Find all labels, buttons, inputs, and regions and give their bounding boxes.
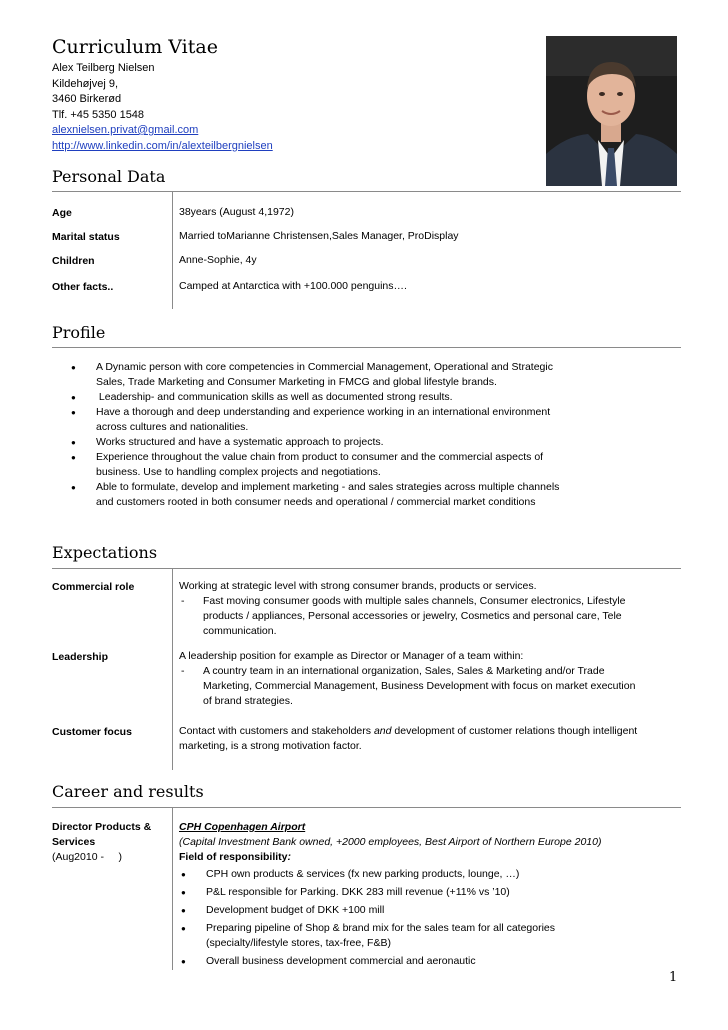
other-facts-value: Camped at Antarctica with +100.000 penguins…. bbox=[179, 280, 407, 292]
list-item: ● Able to formulate, develop and implement marketing - and sales strategies across multiple channels and customers rooted in both consumer needs and operational / commercial market conditions bbox=[52, 480, 672, 510]
field-of-responsibility: Field of responsibility: bbox=[179, 851, 292, 863]
company-description: (Capital Investment Bank owned, +2000 employees, Best Airport of Northern Europe 2010) bbox=[179, 836, 602, 848]
list-item: ● Overall business development commercial and aeronautic bbox=[158, 954, 658, 969]
contact-street: Kildehøjvej 9, bbox=[52, 77, 119, 90]
customer-focus-text: Contact with customers and stakeholders and development of customer relations though intelligent marketing, is a strong motivation factor. bbox=[179, 725, 638, 752]
linkedin-link[interactable]: http://www.linkedin.com/in/alexteilbergnielsen bbox=[52, 139, 273, 152]
expectations-column-divider bbox=[172, 568, 173, 770]
list-item: ● CPH own products & services (fx new parking products, lounge, …) bbox=[158, 867, 658, 882]
personal-data-heading: Personal Data bbox=[52, 167, 166, 186]
customer-focus-label: Customer focus bbox=[52, 726, 132, 738]
marital-label: Marital status bbox=[52, 231, 120, 243]
portrait-image bbox=[546, 36, 677, 186]
contact-block bbox=[52, 61, 273, 154]
career-role: Director Products & Services (Aug2010 - ) bbox=[52, 821, 152, 863]
contact-city: 3460 Birkerød bbox=[52, 93, 122, 105]
career-heading: Career and results bbox=[52, 782, 204, 801]
commercial-role-text: Working at strategic level with strong consumer brands, products or services. - Fast moving consumer goods with multiple sales channels, Consumer electronics, Lifestyle products / appliances, Personal accessories or jewelry, Cosmetics and personal care, Tele communication. bbox=[179, 579, 679, 639]
career-divider bbox=[52, 807, 681, 808]
list-item: ● Experience throughout the value chain from product to consumer and the commercial aspects of business. Use to handling complex projects and negotiations. bbox=[52, 450, 672, 480]
expectations-divider bbox=[52, 568, 681, 569]
expectations-heading: Expectations bbox=[52, 543, 158, 562]
personal-column-divider bbox=[172, 191, 173, 309]
leadership-label: Leadership bbox=[52, 651, 109, 663]
age-value: 38years (August 4,1972) bbox=[179, 206, 294, 218]
list-item: ● Have a thorough and deep understanding and experience working in an international environment across cultures and nationalities. bbox=[52, 405, 672, 435]
list-item: ● Works structured and have a systematic approach to projects. bbox=[52, 435, 672, 450]
personal-divider bbox=[52, 191, 681, 192]
children-label: Children bbox=[52, 255, 95, 267]
email-link[interactable]: alexnielsen.privat@gmail.com bbox=[52, 124, 199, 136]
list-item: ● Preparing pipeline of Shop & brand mix for the sales team for all categories (specialty/lifestyle stores, tax-free, F&B) bbox=[158, 921, 658, 951]
list-item: ● P&L responsible for Parking. DKK 283 mill revenue (+11% vs ’10) bbox=[158, 885, 658, 900]
profile-divider bbox=[52, 347, 681, 348]
commercial-role-label: Commercial role bbox=[52, 581, 135, 593]
list-item: ● A Dynamic person with core competencies in Commercial Management, Operational and Strategic Sales, Trade Marketing and Consumer Marketing in FMCG and global lifestyle brands. bbox=[52, 360, 672, 390]
company-name: CPH Copenhagen Airport bbox=[179, 821, 306, 833]
contact-name: Alex Teilberg Nielsen bbox=[52, 62, 155, 74]
list-item: ● Leadership- and communication skills as well as documented strong results. bbox=[52, 390, 672, 405]
profile-list bbox=[52, 360, 672, 510]
page-title: Curriculum Vitae bbox=[52, 36, 218, 58]
profile-photo bbox=[546, 36, 677, 186]
page-number: 1 bbox=[669, 970, 678, 985]
career-responsibilities-list bbox=[158, 867, 658, 969]
age-label: Age bbox=[52, 207, 72, 219]
profile-heading: Profile bbox=[52, 323, 106, 342]
children-value: Anne-Sophie, 4y bbox=[179, 254, 257, 266]
leadership-text: A leadership position for example as Director or Manager of a team within: - A country team in an international organization, Sales, Sales & Marketing and/or Trade Marketing, Commercial Management, Business Development with focus on market execution of brand strategies. bbox=[179, 649, 679, 709]
other-facts-label: Other facts.. bbox=[52, 281, 114, 293]
contact-phone: Tlf. +45 5350 1548 bbox=[52, 108, 145, 121]
list-item: ● Development budget of DKK +100 mill bbox=[158, 903, 658, 918]
career-details bbox=[179, 820, 679, 865]
marital-value: Married toMarianne Christensen,Sales Manager, ProDisplay bbox=[179, 230, 459, 242]
